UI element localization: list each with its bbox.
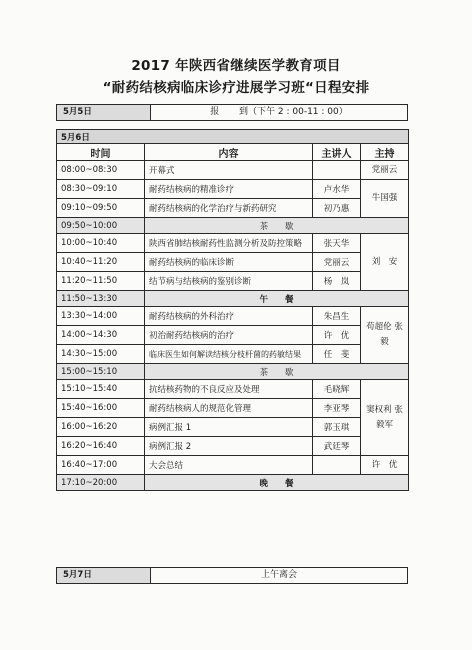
day2-header-row bbox=[57, 130, 409, 144]
chair-afternoon2: 窦权利 张毅军 bbox=[361, 380, 409, 456]
session-topic: 耐药结核病的临床诊断 bbox=[145, 253, 313, 272]
table-row bbox=[57, 180, 409, 199]
table-row bbox=[57, 380, 409, 399]
day1-text: 到（下午 2 : 00-11 : 00） bbox=[239, 107, 348, 117]
chair-morning2: 刘 安 bbox=[361, 234, 409, 291]
session-topic: 病例汇报 1 bbox=[145, 418, 313, 437]
session-speaker: 初乃惠 bbox=[313, 199, 361, 218]
day3-text: 上午离会 bbox=[260, 570, 297, 580]
session-speaker: 党丽云 bbox=[313, 253, 361, 272]
schedule-table bbox=[56, 129, 412, 491]
table-row bbox=[57, 272, 409, 291]
table-row bbox=[57, 345, 409, 364]
session-time: 11:20~11:50 bbox=[57, 272, 145, 291]
document-title: 2017 年陕西省继续医学教育项目 bbox=[131, 58, 341, 74]
day3-date: 5月7日 bbox=[57, 568, 151, 583]
table-row bbox=[57, 161, 409, 180]
table-row bbox=[57, 418, 409, 437]
table-row bbox=[57, 234, 409, 253]
header-speaker: 主讲人 bbox=[313, 144, 361, 161]
header-chair: 主持 bbox=[361, 144, 409, 161]
session-time: 16:40~17:00 bbox=[57, 456, 145, 475]
session-time: 10:40~11:20 bbox=[57, 253, 145, 272]
session-time: 17:10~20:00 bbox=[57, 475, 145, 491]
session-time: 10:00~10:40 bbox=[57, 234, 145, 253]
session-topic: 耐药结核病人的规范化管理 bbox=[145, 399, 313, 418]
break-label: 茶 歇 bbox=[145, 364, 409, 380]
session-topic: 陕西省肺结核耐药性监测分析及防控策略 bbox=[145, 234, 313, 253]
session-speaker: 朱昌生 bbox=[313, 307, 361, 326]
session-time: 14:30~15:00 bbox=[57, 345, 145, 364]
day3-row bbox=[56, 567, 408, 584]
session-speaker: 张天华 bbox=[313, 234, 361, 253]
day1-date: 5月5日 bbox=[57, 105, 151, 120]
session-time: 16:00~16:20 bbox=[57, 418, 145, 437]
table-row bbox=[57, 437, 409, 456]
session-topic: 耐药结核病的外科治疗 bbox=[145, 307, 313, 326]
session-speaker: 郭玉琪 bbox=[313, 418, 361, 437]
document-subtitle: “耐药结核病临床诊疗进展学习班“日程安排 bbox=[102, 80, 370, 96]
table-row bbox=[57, 399, 409, 418]
session-speaker: 毛晓辉 bbox=[313, 380, 361, 399]
session-time: 08:30~09:10 bbox=[57, 180, 145, 199]
session-speaker: 许 优 bbox=[313, 326, 361, 345]
session-topic: 耐药结核病的化学治疗与新药研究 bbox=[145, 199, 313, 218]
session-time: 11:50~13:30 bbox=[57, 291, 145, 307]
session-time: 15:40~16:00 bbox=[57, 399, 145, 418]
chair-open: 党丽云 bbox=[361, 161, 409, 180]
break-row bbox=[57, 218, 409, 234]
session-speaker bbox=[313, 456, 361, 475]
session-speaker: 李亚琴 bbox=[313, 399, 361, 418]
chair-morning1: 牛国强 bbox=[361, 180, 409, 218]
session-topic: 病例汇报 2 bbox=[145, 437, 313, 456]
break-row bbox=[57, 475, 409, 491]
table-row bbox=[57, 253, 409, 272]
session-speaker: 杨 岚 bbox=[313, 272, 361, 291]
break-row bbox=[57, 364, 409, 380]
session-time: 15:00~15:10 bbox=[57, 364, 145, 380]
day1-label: 报 bbox=[210, 107, 220, 117]
session-topic: 大会总结 bbox=[145, 456, 313, 475]
session-speaker: 武廷琴 bbox=[313, 437, 361, 456]
break-label: 午 餐 bbox=[145, 291, 409, 307]
session-speaker: 卢水华 bbox=[313, 180, 361, 199]
session-speaker bbox=[313, 161, 361, 180]
column-header-row bbox=[57, 144, 409, 161]
session-time: 09:50~10:00 bbox=[57, 218, 145, 234]
session-time: 16:20~16:40 bbox=[57, 437, 145, 456]
header-time: 时间 bbox=[57, 144, 145, 161]
session-speaker: 任 斐 bbox=[313, 345, 361, 364]
table-row bbox=[57, 199, 409, 218]
break-label: 茶 歇 bbox=[145, 218, 409, 234]
session-time: 14:00~14:30 bbox=[57, 326, 145, 345]
day2-date: 5月6日 bbox=[57, 130, 409, 144]
break-row bbox=[57, 291, 409, 307]
session-time: 09:10~09:50 bbox=[57, 199, 145, 218]
session-time: 08:00~08:30 bbox=[57, 161, 145, 180]
session-topic: 结节病与结核病的鉴别诊断 bbox=[145, 272, 313, 291]
session-topic: 耐药结核病的精准诊疗 bbox=[145, 180, 313, 199]
day1-registration bbox=[151, 105, 407, 120]
session-topic: 抗结核药物的不良反应及处理 bbox=[145, 380, 313, 399]
session-topic: 初治耐药结核病的治疗 bbox=[145, 326, 313, 345]
session-topic: 临床医生如何解读结核分枝杆菌的药敏结果 bbox=[145, 345, 313, 364]
session-topic: 开幕式 bbox=[145, 161, 313, 180]
table-row bbox=[57, 307, 409, 326]
chair-closing: 许 优 bbox=[361, 456, 409, 475]
session-time: 15:10~15:40 bbox=[57, 380, 145, 399]
header-topic: 内容 bbox=[145, 144, 313, 161]
session-time: 13:30~14:00 bbox=[57, 307, 145, 326]
chair-afternoon1: 苟超伦 张 毅 bbox=[361, 307, 409, 364]
table-row bbox=[57, 456, 409, 475]
table-row bbox=[57, 326, 409, 345]
day1-row bbox=[56, 104, 408, 121]
break-label: 晚 餐 bbox=[145, 475, 409, 491]
